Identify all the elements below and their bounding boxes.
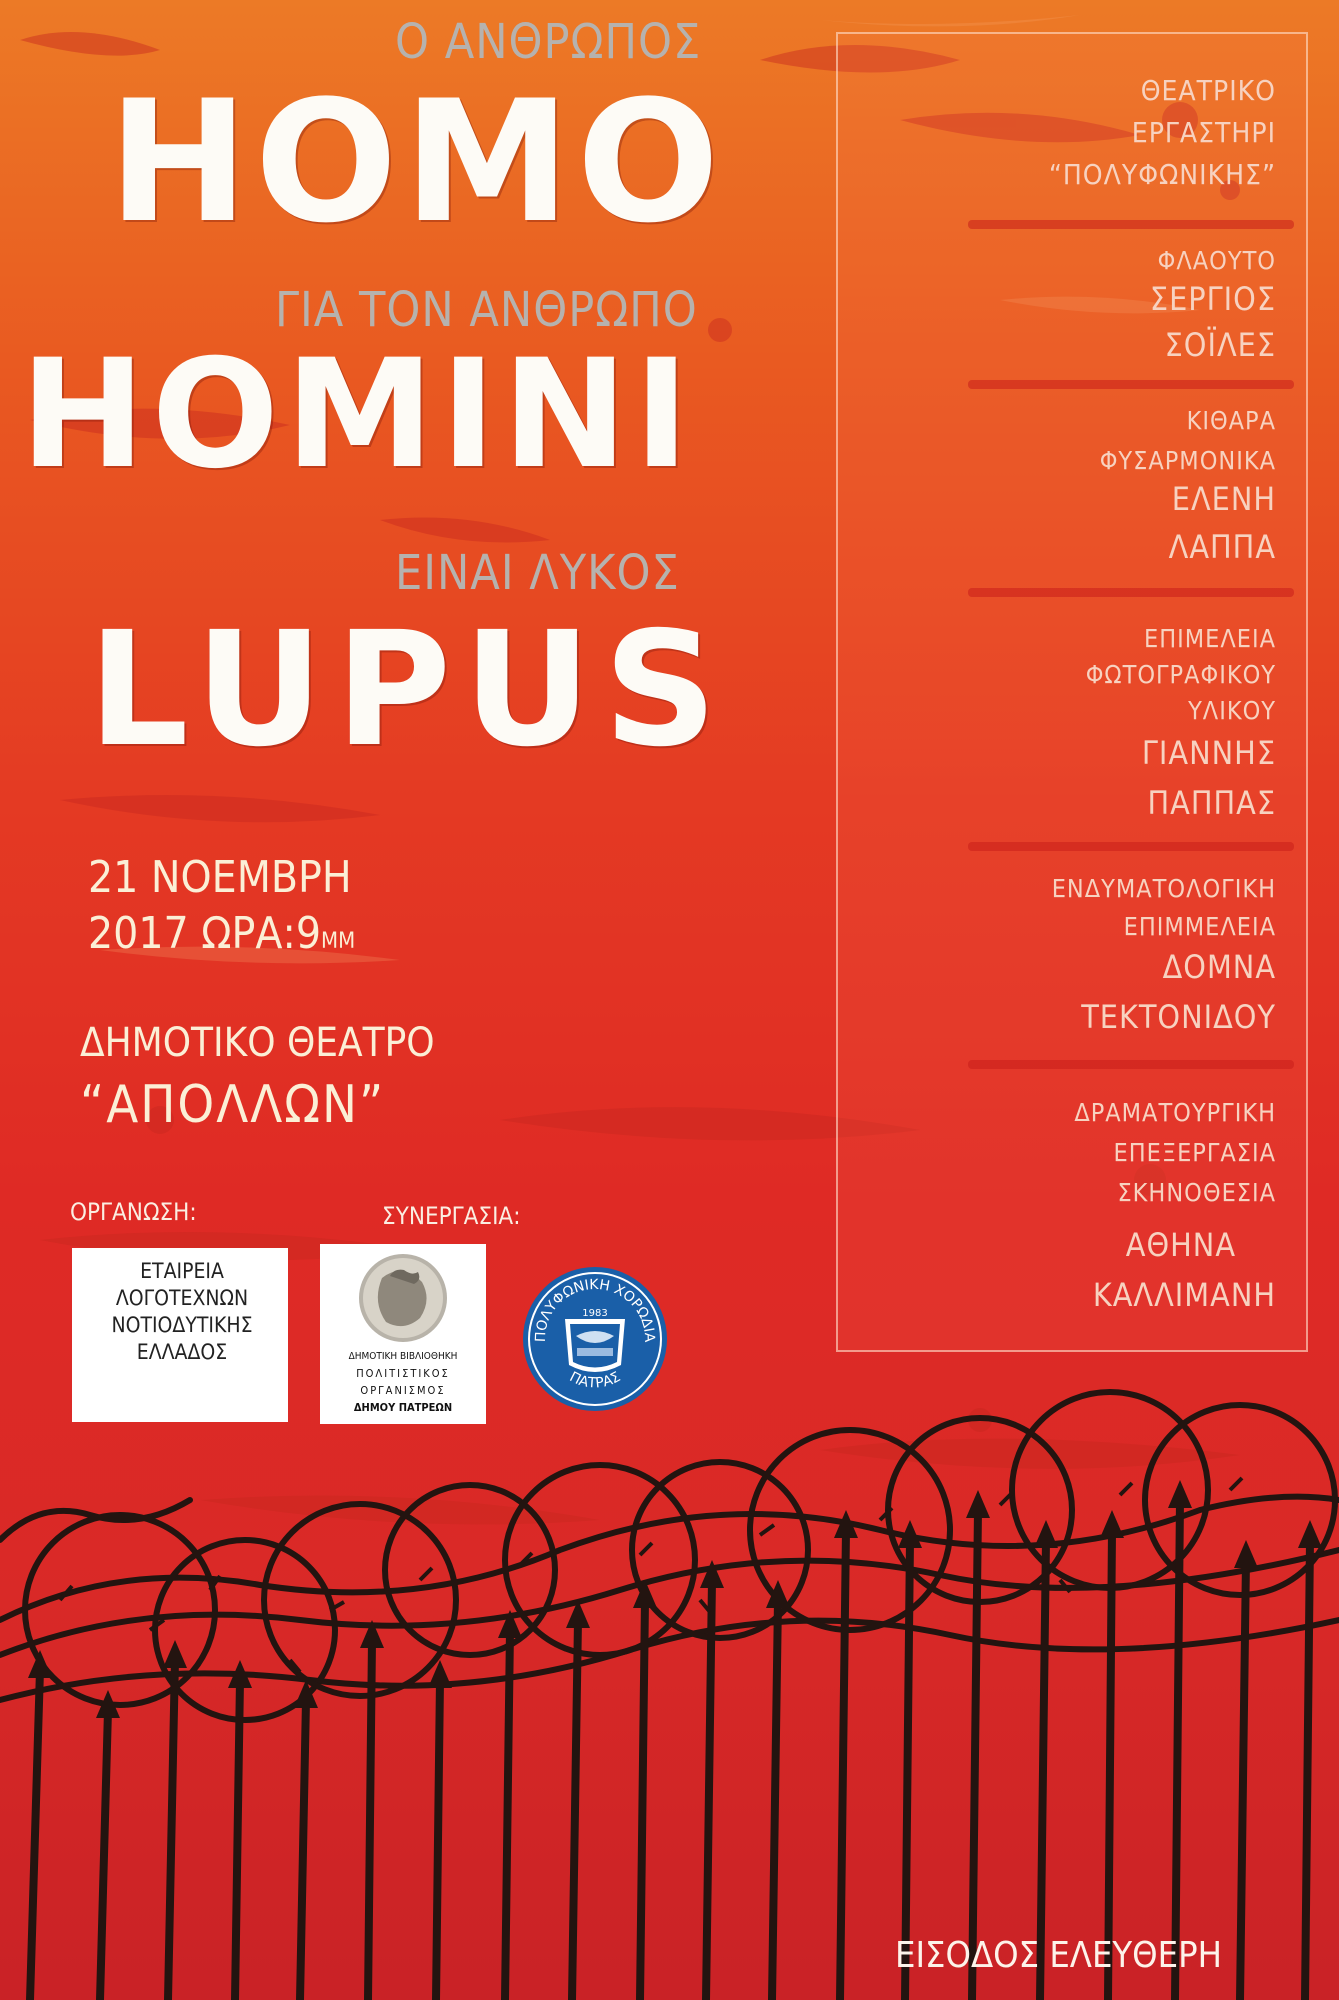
workshop-line-2: ΕΡΓΑΣΤΗΡΙ <box>1131 116 1276 149</box>
workshop-line-1: ΘΕΑΤΡΙΚΟ <box>1140 74 1276 107</box>
venue-line-1: ΔΗΜΟΤΙΚΟ ΘΕΑΤΡΟ <box>80 1020 435 1066</box>
event-date: 21 ΝΟΕΜΒΡΗ <box>88 852 352 903</box>
credits-divider <box>968 220 1294 229</box>
costume-name-2: ΤΕΚΤΟΝΙΔΟΥ <box>1081 998 1276 1036</box>
photo-label-1: ΕΠΙΜΕΛΕΙΑ <box>1144 624 1276 653</box>
event-time-suffix: ΜΜ <box>321 929 356 954</box>
flute-name-2: ΣΟΪΛΕΣ <box>1164 326 1276 364</box>
guitar-label: ΚΙΘΑΡΑ <box>1186 406 1276 435</box>
title-line-greek-1: Ο ΑΝΘΡΩΠΟΣ <box>395 14 702 70</box>
society-logo-line-2: ΛΟΓΟΤΕΧΝΩΝ <box>115 1286 249 1310</box>
choir-logo-bottom-text: ΠΑΤΡΑΣ <box>566 1369 624 1392</box>
costume-name-1: ΔΟΜΝΑ <box>1162 948 1276 986</box>
choir-logo-top-text: ΠΟΛΥΦΩΝΙΚΗ ΧΟΡΩΔΙΑ <box>532 1276 658 1343</box>
organisation-label: ΟΡΓΑΝΩΣΗ: <box>70 1198 197 1226</box>
direction-name-2: ΚΑΛΛΙΜΑΝΗ <box>1092 1276 1276 1314</box>
credits-panel <box>836 32 1308 1352</box>
library-logo-line-2: ΠΟΛΙΤΙΣΤΙΚΟΣ <box>356 1367 450 1380</box>
direction-label-2: ΕΠΕΞΕΡΓΑΣΙΑ <box>1113 1138 1276 1167</box>
photo-name-2: ΠΑΠΠΑΣ <box>1147 784 1276 822</box>
library-logo-line-4: ΔΗΜΟΥ ΠΑΤΡΕΩΝ <box>353 1401 453 1414</box>
event-year-time-text: 2017 ΩΡΑ:9 <box>88 908 321 959</box>
photo-label-2: ΦΩΤΟΓΡΑΦΙΚΟΥ <box>1085 660 1276 689</box>
credits-divider <box>968 588 1294 597</box>
title-homo: HOMO <box>108 64 726 260</box>
title-line-greek-2: ΓΙΑ ΤΟΝ ΑΝΘΡΩΠΟ <box>275 282 698 338</box>
title-homini: HOMINI <box>20 328 696 502</box>
workshop-line-3: “ΠΟΛΥΦΩΝΙΚΗΣ” <box>1048 158 1276 191</box>
barbed-wire-fence <box>0 1300 1339 2000</box>
society-logo-line-1: ΕΤΑΙΡΕΙΑ <box>140 1259 224 1283</box>
photo-label-3: ΥΛΙΚΟΥ <box>1188 696 1276 725</box>
event-year-time <box>88 908 355 959</box>
credits-divider <box>968 842 1294 851</box>
costume-label-1: ΕΝΔΥΜΑΤΟΛΟΓΙΚΗ <box>1051 874 1276 903</box>
photo-name-1: ΓΙΑΝΝΗΣ <box>1141 734 1276 772</box>
direction-name-1: ΑΘΗΝΑ <box>1125 1226 1236 1264</box>
guitar-name-2: ΛΑΠΠΑ <box>1168 528 1276 566</box>
direction-label-1: ΔΡΑΜΑΤΟΥΡΓΙΚΗ <box>1074 1098 1276 1127</box>
library-logo-line-3: ΟΡΓΑΝΙΣΜΟΣ <box>360 1384 446 1397</box>
costume-label-2: ΕΠΙΜΜΕΛΕΙΑ <box>1123 912 1276 941</box>
society-logo-line-3: ΝΟΤΙΟΔΥΤΙΚΗΣ <box>111 1313 253 1337</box>
direction-label-3: ΣΚΗΝΟΘΕΣΙΑ <box>1117 1178 1276 1207</box>
title-line-greek-3: ΕΙΝΑΙ ΛΥΚΟΣ <box>395 545 680 601</box>
credits-divider <box>968 1060 1294 1069</box>
cooperation-label: ΣΥΝΕΡΓΑΣΙΑ: <box>382 1202 521 1230</box>
harmonica-label: ΦΥΣΑΡΜΟΝΙΚΑ <box>1099 446 1276 475</box>
credits-divider <box>968 380 1294 389</box>
venue-line-2: “ΑΠΟΛΛΩΝ” <box>80 1075 386 1135</box>
title-lupus: LUPUS <box>88 598 730 782</box>
flute-name-1: ΣΕΡΓΙΟΣ <box>1149 280 1276 318</box>
library-logo-line-1: ΔΗΜΟΤΙΚΗ ΒΙΒΛΙΟΘΗΚΗ <box>348 1351 458 1362</box>
society-logo-line-4: ΕΛΛΑΔΟΣ <box>136 1340 228 1364</box>
choir-logo-year: 1983 <box>582 1308 608 1319</box>
flute-label: ΦΛΑΟΥΤΟ <box>1157 246 1276 275</box>
free-entry: ΕΙΣΟΔΟΣ ΕΛΕΥΘΕΡΗ <box>895 1935 1223 1976</box>
guitar-name-1: ΕΛΕΝΗ <box>1171 480 1276 518</box>
